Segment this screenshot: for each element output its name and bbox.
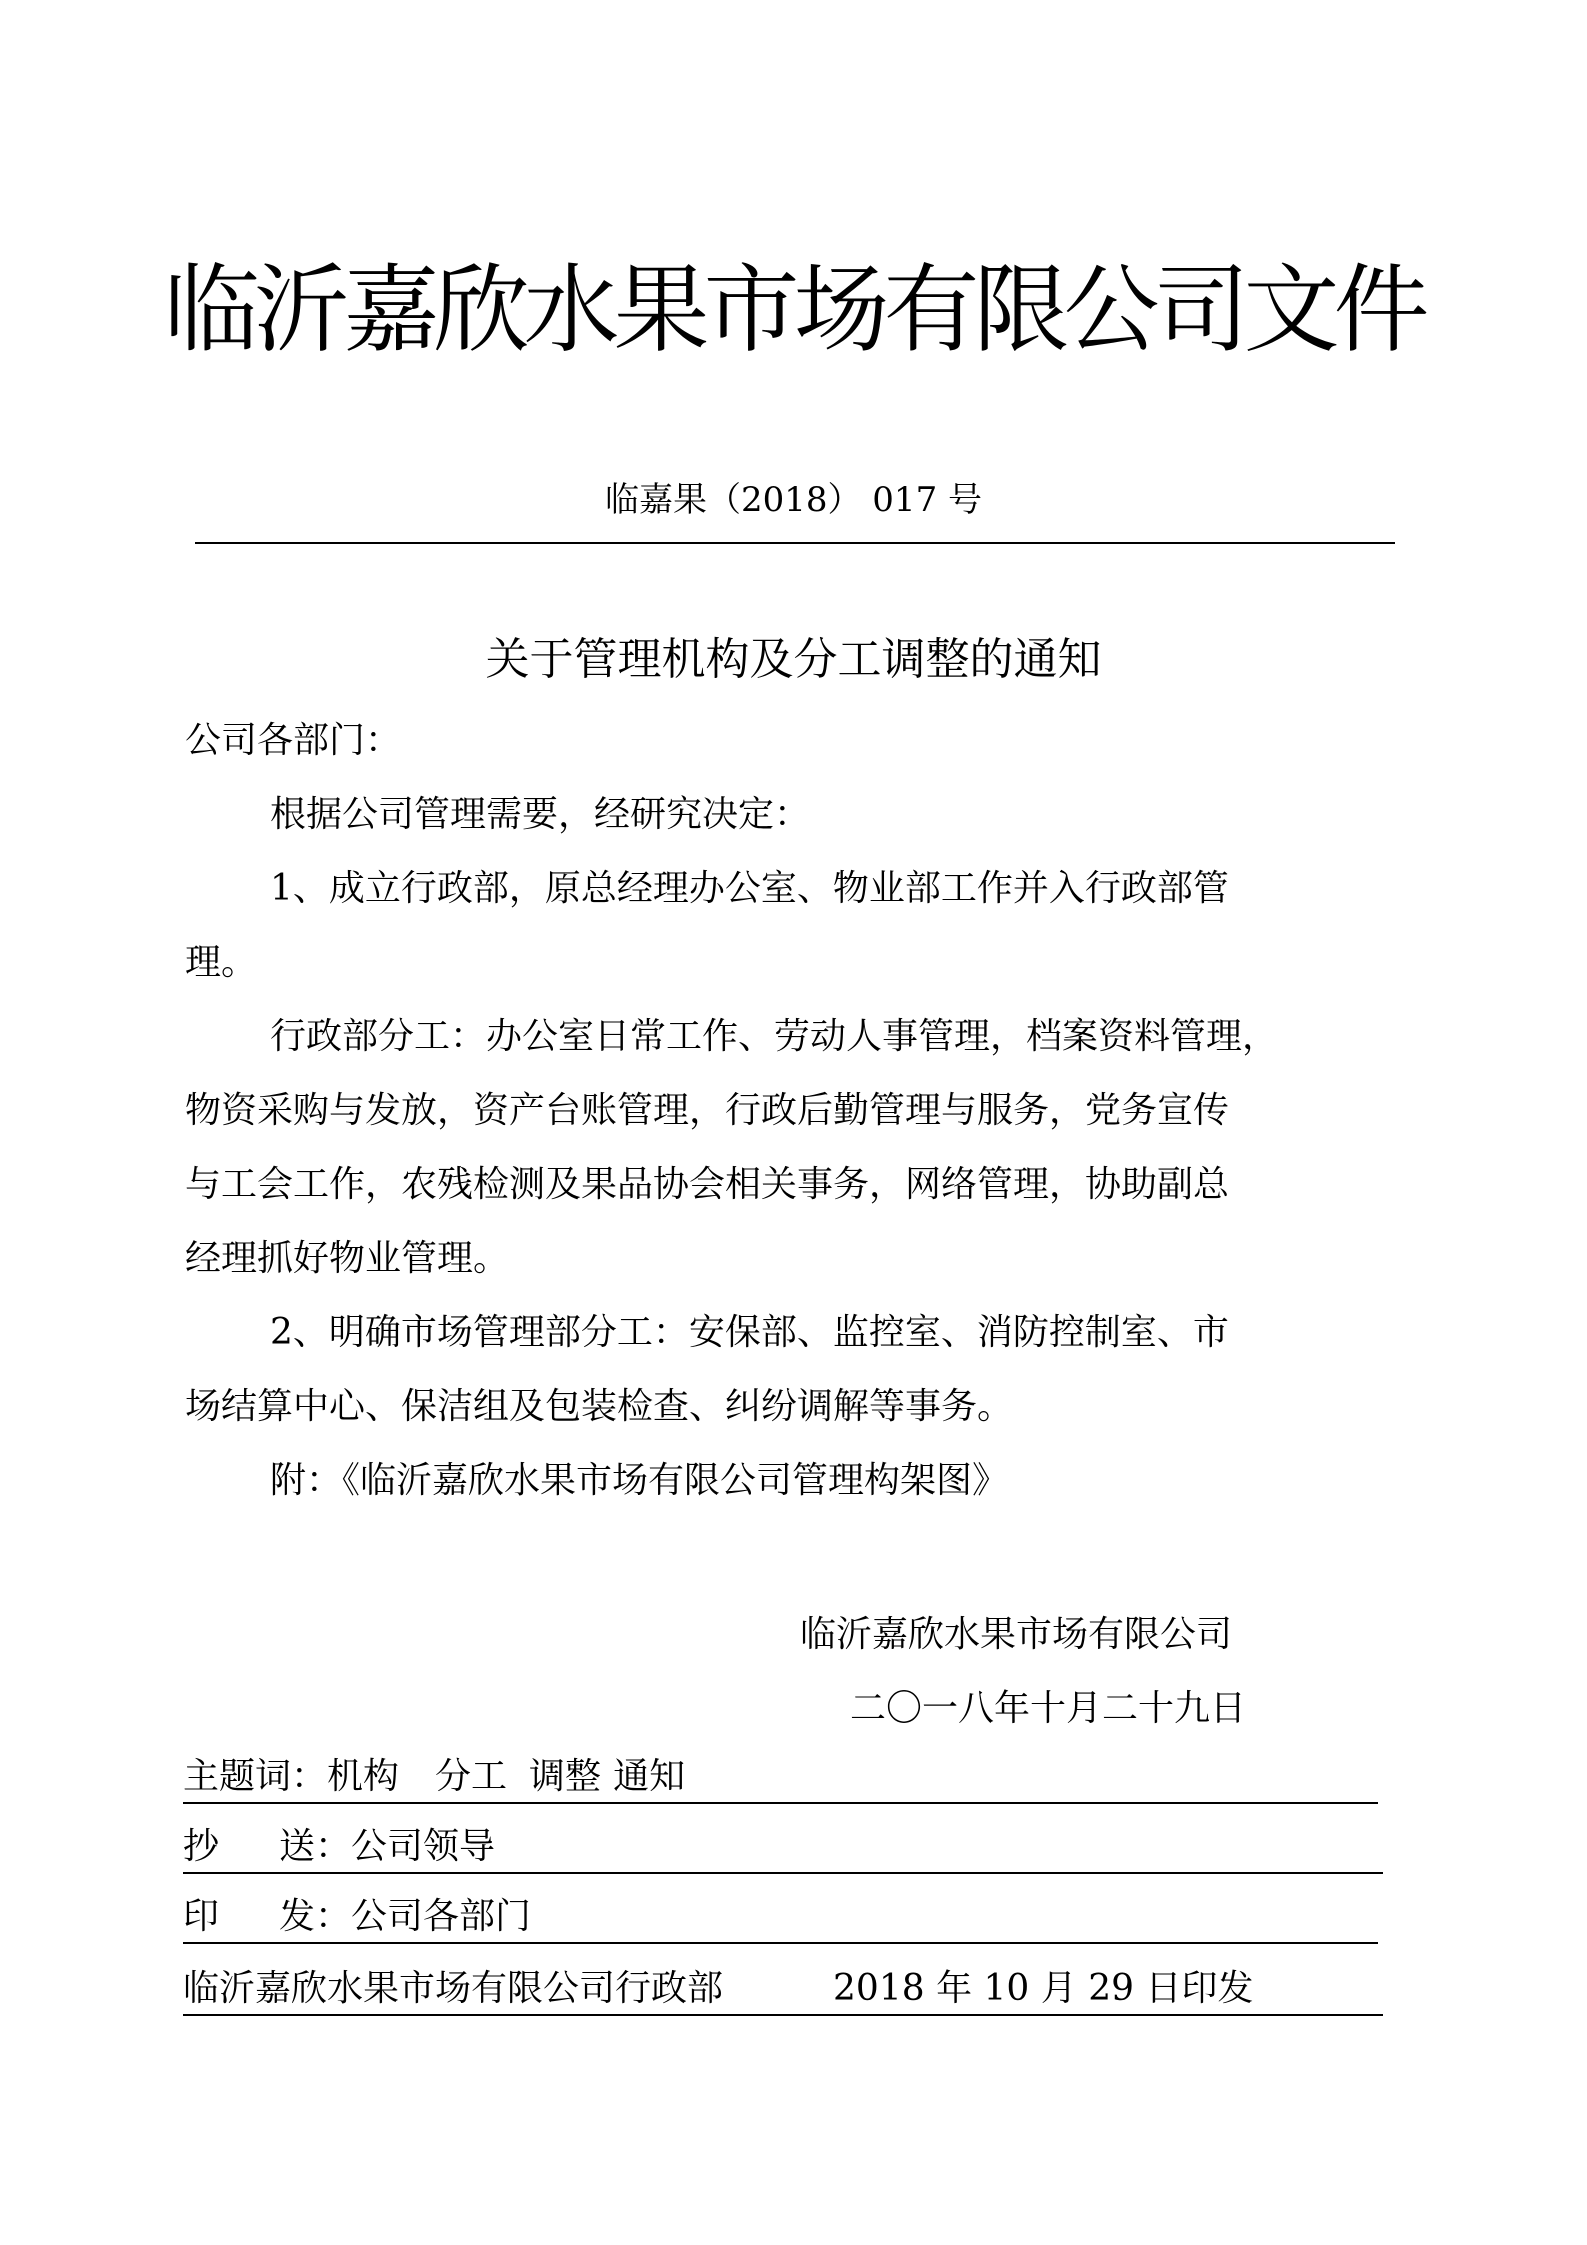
body-line: 1、成立行政部，原总经理办公室、物业部工作并入行政部管	[270, 868, 1229, 909]
signature-date: 二〇一八年十月二十九日	[850, 1688, 1247, 1729]
header-divider	[195, 542, 1395, 544]
body-line: 与工会工作，农残检测及果品协会相关事务，网络管理，协助副总	[185, 1164, 1230, 1205]
cc-row	[183, 1822, 1383, 1874]
issuer-name: 临沂嘉欣水果市场有限公司行政部	[183, 1968, 724, 2009]
body-line: 经理抓好物业管理。	[185, 1238, 510, 1279]
document-title: 临沂嘉欣水果市场有限公司文件	[163, 254, 1424, 366]
body-line: 2、明确市场管理部分工：安保部、监控室、消防控制室、市	[270, 1312, 1229, 1353]
cc-label: 送：	[279, 1826, 352, 1867]
attachment-note: 附：《临沂嘉欣水果市场有限公司管理构架图》	[270, 1460, 1009, 1501]
issue-value: 公司各部门	[351, 1896, 532, 1937]
issue-date: 2018 年 10 月 29 日印发	[833, 1968, 1254, 2009]
subject-word: 调整	[529, 1756, 602, 1797]
cc-value: 公司领导	[351, 1826, 496, 1867]
subject-label: 主题词：	[183, 1756, 328, 1797]
issue-to-row	[183, 1892, 1378, 1944]
body-line: 物资采购与发放，资产台账管理，行政后勤管理与服务，党务宣传	[185, 1090, 1230, 1131]
issue-label: 发：	[279, 1896, 352, 1937]
body-line: 理。	[185, 942, 258, 983]
salutation: 公司各部门：	[185, 720, 402, 761]
body-line: 场结算中心、保洁组及包装检查、纠纷调解等事务。	[185, 1386, 1014, 1427]
subject-keywords-row	[183, 1752, 1378, 1804]
subject-word: 机构	[327, 1756, 400, 1797]
document-number: 临嘉果（2018） 017 号	[604, 480, 983, 520]
body-line: 根据公司管理需要，经研究决定：	[270, 794, 811, 835]
body-line: 行政部分工：办公室日常工作、劳动人事管理，档案资料管理，	[270, 1016, 1279, 1057]
signature-company: 临沂嘉欣水果市场有限公司	[800, 1614, 1233, 1655]
subject-word: 通知	[613, 1756, 686, 1797]
cc-label: 抄	[183, 1826, 220, 1867]
subject-word: 分工	[435, 1756, 508, 1797]
notice-title: 关于管理机构及分工调整的通知	[485, 634, 1102, 685]
issue-label: 印	[183, 1896, 220, 1937]
issuer-row	[183, 1964, 1383, 2016]
